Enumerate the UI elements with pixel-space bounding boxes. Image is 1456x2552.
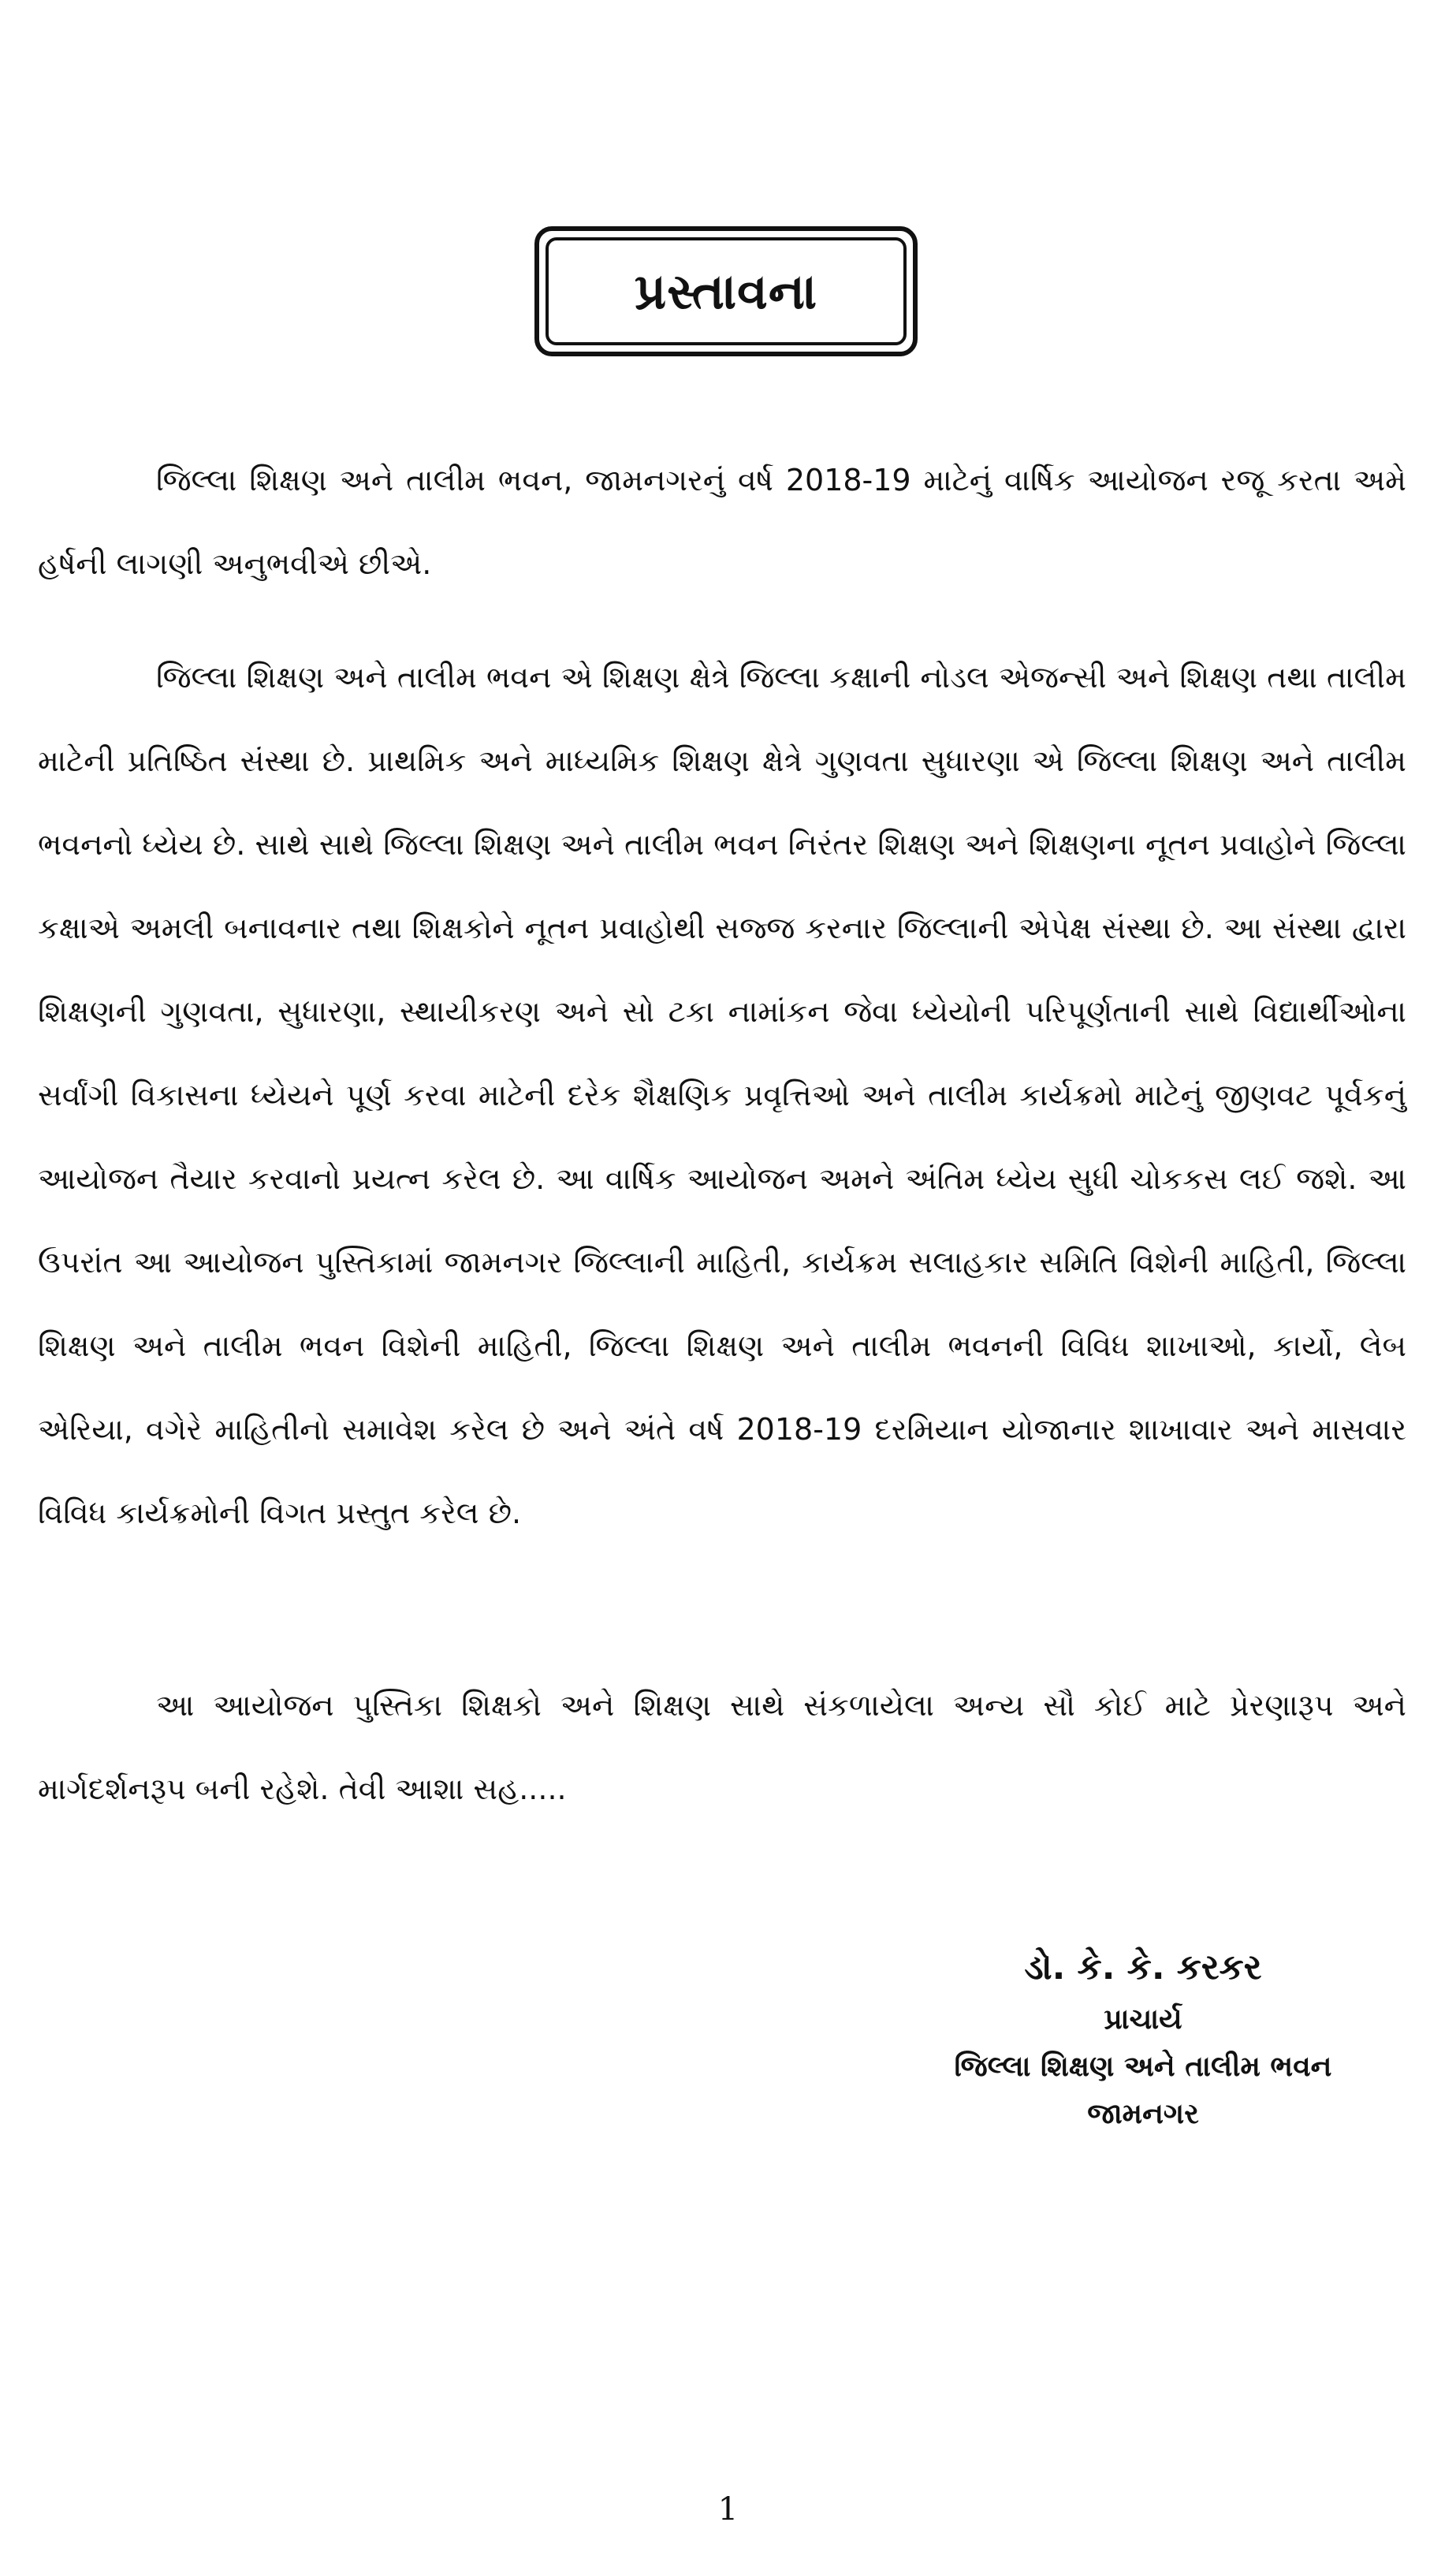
signatory-institution: જિલ્લા શિક્ષણ અને તાલીમ ભવન [954, 2051, 1332, 2083]
paragraph-closing [38, 1663, 1406, 1831]
title-inner-frame [546, 237, 907, 345]
paragraph-intro [38, 438, 1406, 605]
paragraph-main [38, 635, 1406, 1555]
page-number: 1 [717, 2491, 739, 2528]
signatory-city: જામનગર [1087, 2098, 1199, 2130]
signatory-name: ડો. કે. કે. કરકર [1024, 1947, 1262, 1988]
title-frame [534, 226, 918, 356]
paragraph-text: જિલ્લા શિક્ષણ અને તાલીમ ભવન, જામનગરનું વર્ષ 2018-19 માટેનું વાર્ષિક આયોજન રજૂ કરતા અમે હર્ષની લાગણી અનુભવીએ છીએ. [38, 463, 1406, 581]
signature-block [914, 1939, 1372, 2138]
paragraph-text: આ આયોજન પુસ્તિકા શિક્ષકો અને શિક્ષણ સાથે સંકળાયેલા અન્ય સૌ કોઈ માટે પ્રેરણારૂપ અને માર્ગદર્શનરૂપ બની રહેશે. તેવી આશા સહ..... [38, 1688, 1406, 1806]
paragraph-text: જિલ્લા શિક્ષણ અને તાલીમ ભવન એ શિક્ષણ ક્ષેત્રે જિલ્લા કક્ષાની નોડલ એજન્સી અને શિક્ષણ તથા તાલીમ માટેની પ્રતિષ્ઠિત સંસ્થા છે. પ્રાથમિક અને માધ્યમિક શિક્ષણ ક્ષેત્રે ગુણવતા સુધારણા એ જિલ્લા શિક્ષણ અને તાલીમ ભવનનો ધ્યેય છે. સાથે સાથે જિલ્લા શિક્ષણ અને તાલીમ ભવન નિરંતર શિક્ષણ અને શિક્ષણના નૂતન પ્રવાહોને જિલ્લા કક્ષાએ અમલી બનાવનાર તથા શિક્ષકોને નૂતન પ્રવાહોથી સજ્જ કરનાર જિલ્લાની એપેક્ષ સંસ્થા છે. આ સંસ્થા દ્વારા શિક્ષણની ગુણવતા, સુધારણા, સ્થાયીકરણ અને સો ટકા નામાંકન જેવા ધ્યેયોની પરિપૂર્ણતાની સાથે વિદ્યાર્થીઓના સર્વાંગી વિકાસના ધ્યેયને પૂર્ણ કરવા માટેની દરેક શૈક્ષણિક પ્રવૃત્તિઓ અને તાલીમ કાર્યક્રમો માટેનું જીણવટ પૂર્વકનું આયોજન તૈયાર કરવાનો પ્રયત્ન કરેલ છે. આ વાર્ષિક આયોજન અમને અંતિમ ધ્યેય સુધી ચોકકસ લઈ જશે. આ ઉપરાંત આ આયોજન પુસ્તિકામાં જામનગર જિલ્લાની માહિતી, કાર્યક્રમ સલાહકાર સમિતિ વિશેની માહિતી, જિલ્લા શિક્ષણ અને તાલીમ ભવન વિશેની માહિતી, જિલ્લા શિક્ષણ અને તાલીમ ભવનની વિવિધ શાખાઓ, કાર્યો, લેબ એરિયા, વગેરે માહિતીનો સમાવેશ કરેલ છે અને અંતે વર્ષ 2018-19 દરમિયાન યોજાનાર શાખાવાર અને માસવાર વિવિધ કાર્યક્રમોની વિગત પ્રસ્તુત કરેલ છે. [38, 660, 1406, 1530]
page-title: પ્રસ્તાવના [634, 262, 818, 320]
signatory-designation: પ્રાચાર્ય [1104, 2003, 1182, 2036]
